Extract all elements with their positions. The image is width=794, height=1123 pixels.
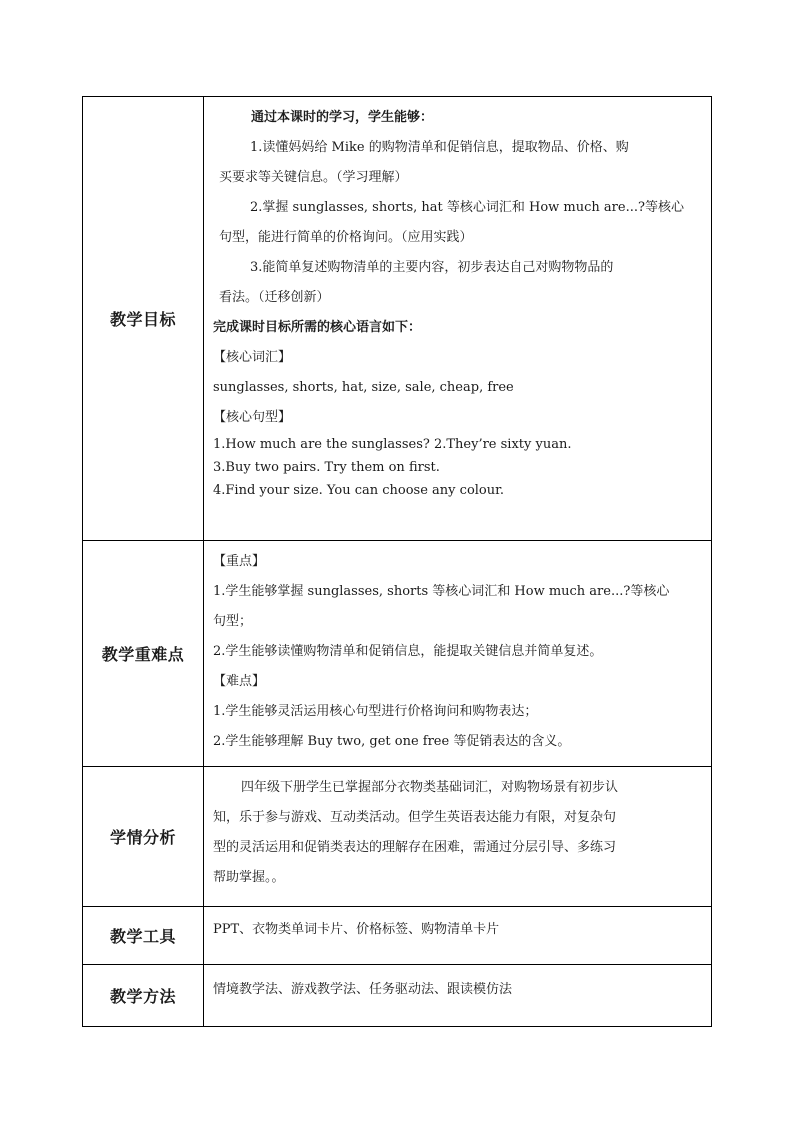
- difficulty-line-1: 1.学生能够灵活运用核心句型进行价格询问和购物表达；: [213, 704, 538, 719]
- objective-line-4: 句型，能进行简单的价格询问。（应用实践）: [219, 230, 473, 245]
- label-tools: 教学工具: [83, 907, 204, 965]
- content-objectives: [204, 97, 712, 541]
- focus-line-3: 2.学生能够读懂购物清单和促销信息，能提取关键信息并简单复述。: [213, 644, 603, 659]
- vocab-list: sunglasses, shorts, hat, size, sale, cheap, free: [213, 380, 514, 395]
- content-key-points: [204, 541, 712, 767]
- label-analysis: 学情分析: [83, 767, 204, 907]
- row-tools: [83, 907, 712, 965]
- analysis-line-2: 知，乐于参与游戏、互动类活动。但学生英语表达能力有限，对复杂句: [213, 810, 617, 825]
- content-methods: [204, 965, 712, 1027]
- label-key-points: 教学重难点: [83, 541, 204, 767]
- core-language-heading: 完成课时目标所需的核心语言如下：: [213, 320, 422, 335]
- objective-line-5: 3.能简单复述购物清单的主要内容，初步表达自己对购物物品的: [250, 260, 614, 275]
- tools-text: PPT、衣物类单词卡片、价格标签、购物清单卡片: [213, 922, 500, 937]
- analysis-line-3: 型的灵活运用和促销类表达的理解存在困难，需通过分层引导、多练习: [213, 840, 617, 855]
- sentence-line-2: 3.Buy two pairs. Try them on first.: [213, 460, 440, 475]
- content-tools: [204, 907, 712, 965]
- focus-line-1: 1.学生能够掌握 sunglasses, shorts 等核心词汇和 How much are...?等核心: [213, 584, 670, 599]
- objective-line-6: 看法。（迁移创新）: [219, 290, 330, 305]
- focus-heading: 【重点】: [213, 554, 266, 569]
- analysis-line-1: 四年级下册学生已掌握部分衣物类基础词汇，对购物场景有初步认: [241, 780, 619, 795]
- focus-line-2: 句型；: [213, 614, 253, 629]
- vocab-heading: 【核心词汇】: [213, 350, 292, 365]
- label-methods: 教学方法: [83, 965, 204, 1027]
- objective-line-2: 买要求等关键信息。（学习理解）: [219, 170, 408, 185]
- label-objectives: 教学目标: [83, 97, 204, 541]
- row-key-points: [83, 541, 712, 767]
- objective-line-1: 1.读懂妈妈给 Mike 的购物清单和促销信息，提取物品、价格、购: [250, 140, 629, 155]
- difficulty-line-2: 2.学生能够理解 Buy two, get one free 等促销表达的含义。: [213, 734, 571, 749]
- content-analysis: [204, 767, 712, 907]
- objectives-intro: 通过本课时的学习，学生能够：: [251, 110, 434, 125]
- lesson-plan-table: [82, 96, 712, 1027]
- objective-line-3: 2.掌握 sunglasses, shorts, hat 等核心词汇和 How much are...?等核心: [250, 200, 684, 215]
- methods-text: 情境教学法、游戏教学法、任务驱动法、跟读模仿法: [213, 982, 513, 997]
- analysis-line-4: 帮助掌握。。: [213, 870, 285, 885]
- sentence-line-3: 4.Find your size. You can choose any colour.: [213, 483, 505, 498]
- row-objectives: [83, 97, 712, 541]
- sentence-line-1: 1.How much are the sunglasses? 2.They’re sixty yuan.: [213, 437, 572, 452]
- difficulty-heading: 【难点】: [213, 674, 266, 689]
- sentence-heading: 【核心句型】: [213, 410, 292, 425]
- row-methods: [83, 965, 712, 1027]
- row-analysis: [83, 767, 712, 907]
